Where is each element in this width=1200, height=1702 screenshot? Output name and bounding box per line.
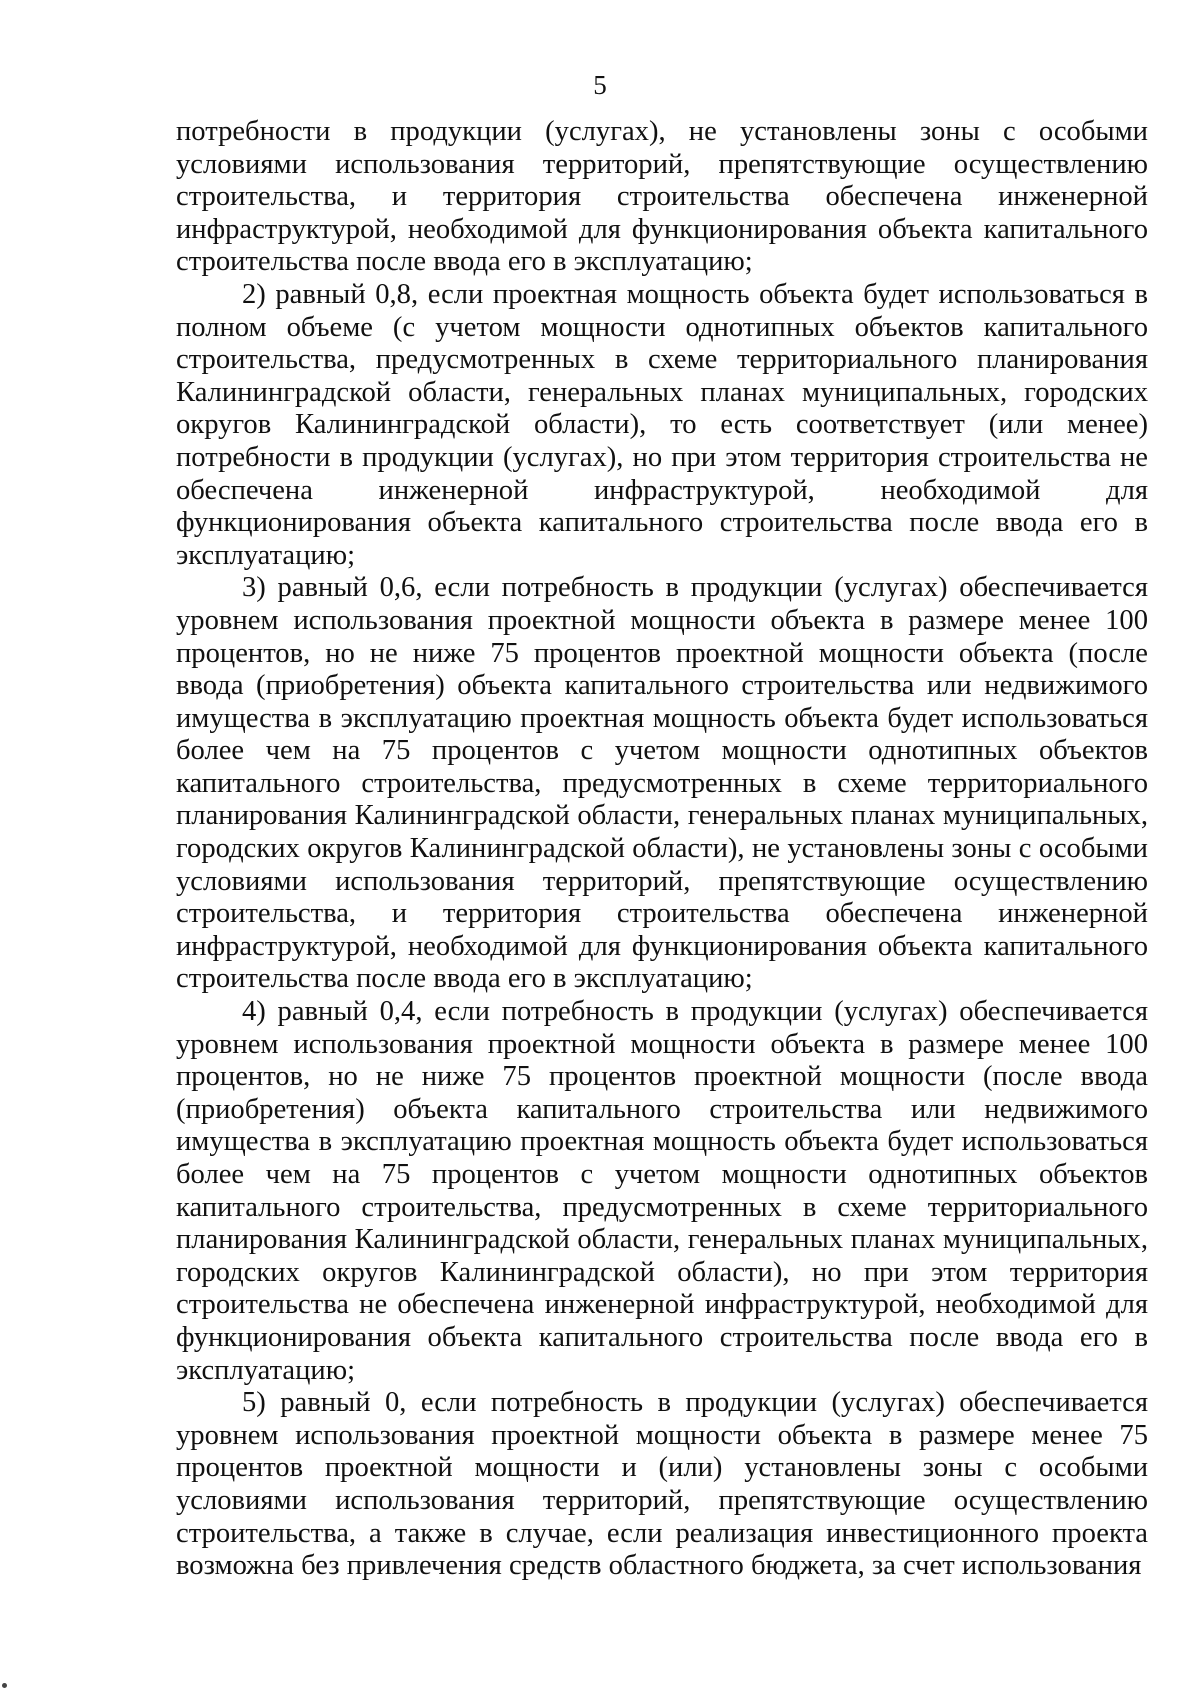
scan-artifact-dot bbox=[2, 1683, 7, 1688]
paragraph-item-4: 4) равный 0,4, если потребность в продукции (услугах) обеспечивается уровнем использования проектной мощности объекта в размере менее 100 процентов, но не ниже 75 процентов проектной мощности (после ввода (приобретения) объекта капитального строительства или недвижимого имущества в эксплуатацию проектная мощность объекта будет использоваться более чем на 75 процентов с учетом мощности однотипных объектов капитального строительства, предусмотренных в схеме территориального планирования Калининградской области, генеральных планах муниципальных, городских округов Калининградской области), но при этом территория строительства не обеспечена инженерной инфраструктурой, необходимой для функционирования объекта капитального строительства после ввода его в эксплуатацию; bbox=[176, 996, 1148, 1386]
paragraph-item-2: 2) равный 0,8, если проектная мощность объекта будет использоваться в полном объеме (с учетом мощности однотипных объектов капитального строительства, предусмотренных в схеме территориального планирования Калининградской области, генеральных планах муниципальных, городских округов Калининградской области), то есть соответствует (или менее) потребности в продукции (услугах), но при этом территория строительства не обеспечена инженерной инфраструктурой, необходимой для функционирования объекта капитального строительства после ввода его в эксплуатацию; bbox=[176, 278, 1148, 571]
document-body bbox=[176, 116, 1148, 1583]
paragraph-item-3: 3) равный 0,6, если потребность в продукции (услугах) обеспечивается уровнем использования проектной мощности объекта в размере менее 100 процентов, но не ниже 75 процентов проектной мощности объекта (после ввода (приобретения) объекта капитального строительства или недвижимого имущества в эксплуатацию проектная мощность объекта будет использоваться более чем на 75 процентов с учетом мощности однотипных объектов капитального строительства, предусмотренных в схеме территориального планирования Калининградской области, генеральных планах муниципальных, городских округов Калининградской области), не установлены зоны с особыми условиями использования территорий, препятствующие осуществлению строительства, и территория строительства обеспечена инженерной инфраструктурой, необходимой для функционирования объекта капитального строительства после ввода его в эксплуатацию; bbox=[176, 572, 1148, 995]
page-number: 5 bbox=[593, 70, 607, 100]
paragraph-item-5: 5) равный 0, если потребность в продукции (услугах) обеспечивается уровнем использования проектной мощности объекта в размере менее 75 процентов проектной мощности и (или) установлены зоны с особыми условиями использования территорий, препятствующие осуществлению строительства, а также в случае, если реализация инвестиционного проекта возможна без привлечения средств областного бюджета, за счет использования bbox=[176, 1387, 1148, 1582]
paragraph-continuation: потребности в продукции (услугах), не установлены зоны с особыми условиями использования территорий, препятствующие осуществлению строительства, и территория строительства обеспечена инженерной инфраструктурой, необходимой для функционирования объекта капитального строительства после ввода его в эксплуатацию; bbox=[176, 116, 1148, 278]
